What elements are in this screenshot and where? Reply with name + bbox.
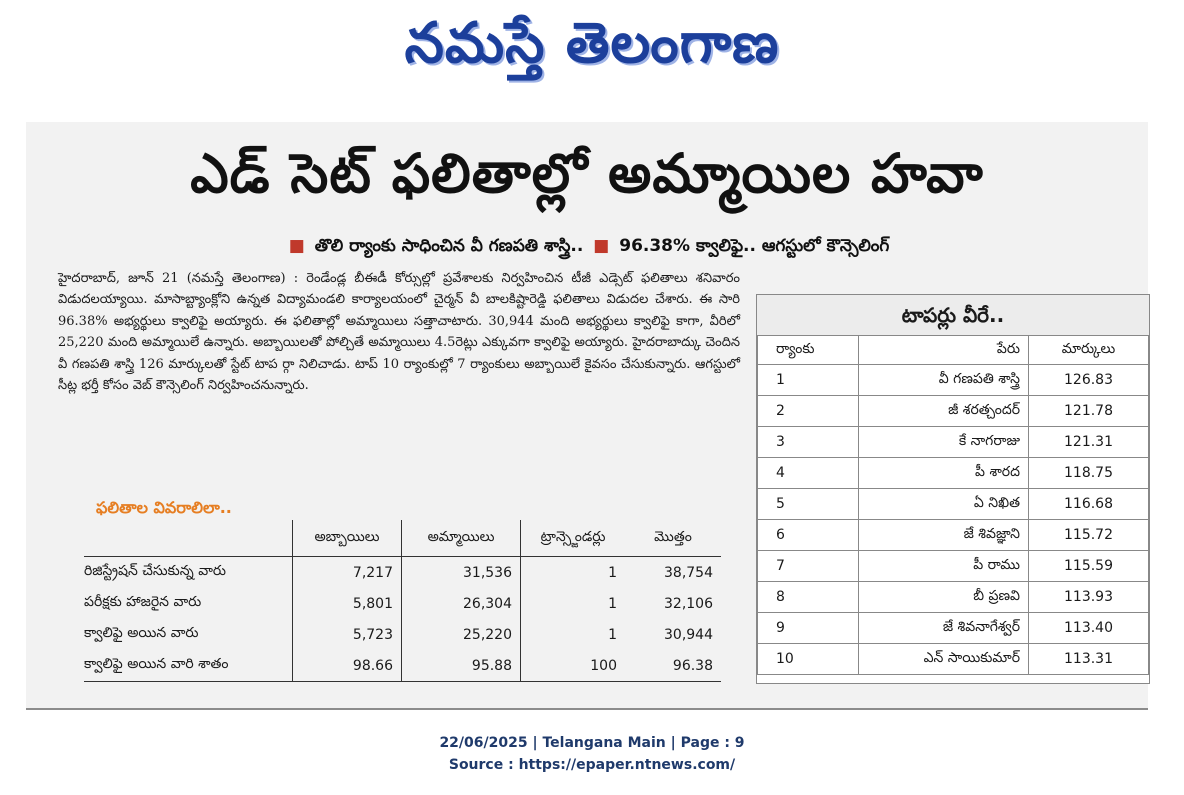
rank-cell: 7 (758, 551, 859, 582)
name-cell: కే నాగరాజు (859, 427, 1029, 458)
name-cell: జీ శరత్చందర్ (859, 396, 1029, 427)
cell: 96.38 (625, 650, 721, 682)
row-label: పరీక్షకు హాజరైన వారు (84, 594, 202, 610)
table-row (758, 551, 1149, 582)
table-row (84, 650, 721, 682)
table-row (84, 588, 721, 619)
marks-cell: 113.40 (1029, 613, 1149, 644)
col-header-marks: మార్కులు (1029, 336, 1149, 365)
row-label: క్వాలిఫై అయిన వారు (84, 625, 199, 641)
cell: 1 (521, 557, 626, 589)
marks-cell: 118.75 (1029, 458, 1149, 489)
toppers-table (757, 335, 1149, 675)
table-row (758, 520, 1149, 551)
toppers-title: టాపర్లు వీరే.. (757, 295, 1149, 335)
table-row (758, 489, 1149, 520)
article-clipping (26, 122, 1148, 710)
marks-cell: 121.78 (1029, 396, 1149, 427)
table-row (84, 619, 721, 650)
masthead (0, 0, 1184, 100)
col-header-name: పేరు (859, 336, 1029, 365)
toppers-box (756, 294, 1150, 684)
marks-cell: 115.59 (1029, 551, 1149, 582)
newspaper-logo: నమస్తే తెలంగాణ (404, 10, 780, 76)
name-cell: ఏ నిఖిత (859, 489, 1029, 520)
cell: 26,304 (402, 588, 521, 619)
col-header-boys: అబ్బాయిలు (293, 520, 402, 557)
cell: 100 (521, 650, 626, 682)
table-row (758, 365, 1149, 396)
article-body: హైదరాబాద్, జూన్ 21 (నమస్తే తెలంగాణ) : రెండేండ్ల బీఈడీ కోర్సుల్లో ప్రవేశాలకు నిర్వహించిన టీజీ ఎడ్సెట్ ఫలితాలు శనివారం విడుదలయ్యాయి. మాసాబ్ట్యాంక్లోని ఉన్నత విద్యామండలి కార్యాలయంలో చైర్మన్ వీ బాలకిష్టారెడ్డి ఫలితాలు విడుదల చేశారు. ఈ సారి 96.38% అభ్యర్థులు క్వాలిఫై అయ్యారు. ఈ ఫలితాల్లో అమ్మాయిలు సత్తాచాటారు. 30,944 మంది అభ్యర్థులు క్వాలిఫై కాగా, వీరిలో 25,220 మంది అమ్మాయిలే ఉన్నారు. అబ్బాయిలతో పోల్చితే అమ్మాయిలు 4.5రెట్లు ఎక్కువగా క్వాలిఫై అయ్యారు. హైదరాబాద్కు చెందిన వీ గణపతి శాస్త్రి 126 మార్కులతో స్టేట్ టాప ర్గా నిలిచాడు. టాప్ 10 ర్యాంకుల్లో 7 ర్యాంకులు అబ్బాయిలే కైవసం చేసుకున్నారు. ఆగస్టులో సీట్ల భర్తీ కోసం వెబ్ కౌన్సెలింగ్ నిర్వహించనున్నారు. (58, 271, 740, 394)
name-cell: పీ శారద (859, 458, 1029, 489)
source-link[interactable]: Source : https://epaper.ntnews.com/ (448, 757, 736, 773)
rank-cell: 3 (758, 427, 859, 458)
rank-cell: 4 (758, 458, 859, 489)
col-header-girls: అమ్మాయిలు (402, 520, 521, 557)
table-row (758, 458, 1149, 489)
footer (0, 732, 1184, 776)
name-cell: బీ ప్రణవి (859, 582, 1029, 613)
table-row (758, 427, 1149, 458)
cell: 25,220 (402, 619, 521, 650)
name-cell: జే శివజ్ఞాని (859, 520, 1029, 551)
rank-cell: 1 (758, 365, 859, 396)
marks-cell: 115.72 (1029, 520, 1149, 551)
cell: 98.66 (293, 650, 402, 682)
marks-cell: 113.93 (1029, 582, 1149, 613)
table-row (758, 396, 1149, 427)
bullet-icon: ■ (593, 236, 610, 256)
cell: 95.88 (402, 650, 521, 682)
name-cell: పీ రాము (859, 551, 1029, 582)
rank-cell: 9 (758, 613, 859, 644)
cell: 32,106 (664, 595, 713, 612)
cell: 1 (521, 619, 626, 650)
edition-info: 22/06/2025 | Telangana Main | Page : 9 (439, 735, 745, 751)
subhead-part-1: తొలి ర్యాంకు సాధించిన వీ గణపతి శాస్త్రి.. (314, 236, 584, 256)
headline: ఎడ్ సెట్ ఫలితాల్లో అమ్మాయిల హవా (190, 142, 984, 205)
cell: 7,217 (293, 557, 402, 589)
marks-cell: 116.68 (1029, 489, 1149, 520)
row-label: రిజిస్ట్రేషన్ చేసుకున్న వారు (84, 563, 227, 579)
name-cell: ఎన్ సాయికుమార్ (859, 644, 1029, 675)
table-row (758, 644, 1149, 675)
bullet-icon: ■ (288, 236, 305, 256)
rank-cell: 2 (758, 396, 859, 427)
rank-cell: 10 (758, 644, 859, 675)
col-header-total: మొత్తం (625, 520, 721, 557)
table-row (84, 557, 721, 589)
col-header-rank: ర్యాంకు (758, 336, 859, 365)
results-table (84, 520, 721, 682)
cell: 5,801 (293, 588, 402, 619)
table-row (758, 582, 1149, 613)
row-label: క్వాలిఫై అయిన వారి శాతం (84, 650, 293, 682)
marks-cell: 113.31 (1029, 644, 1149, 675)
rank-cell: 6 (758, 520, 859, 551)
col-header-transgender: ట్రాన్స్జెండర్లు (521, 520, 626, 557)
cell: 1 (521, 588, 626, 619)
subhead-part-2: 96.38% క్వాలిఫై.. ఆగస్టులో కౌన్సెలింగ్ (619, 236, 890, 256)
marks-cell: 121.31 (1029, 427, 1149, 458)
cell: 30,944 (664, 626, 713, 643)
rank-cell: 8 (758, 582, 859, 613)
name-cell: వీ గణపతి శాస్త్రి (859, 365, 1029, 396)
cell: 31,536 (402, 557, 521, 589)
toppers-header-row (758, 336, 1149, 365)
marks-cell: 126.83 (1029, 365, 1149, 396)
table-row (758, 613, 1149, 644)
cell: 38,754 (664, 564, 713, 581)
results-header-row (84, 520, 721, 557)
results-heading: ఫలితాల వివరాలిలా.. (96, 498, 232, 517)
cell: 5,723 (293, 619, 402, 650)
rank-cell: 5 (758, 489, 859, 520)
name-cell: జే శివనాగేశ్వర్ (859, 613, 1029, 644)
subheadline (26, 236, 1148, 260)
